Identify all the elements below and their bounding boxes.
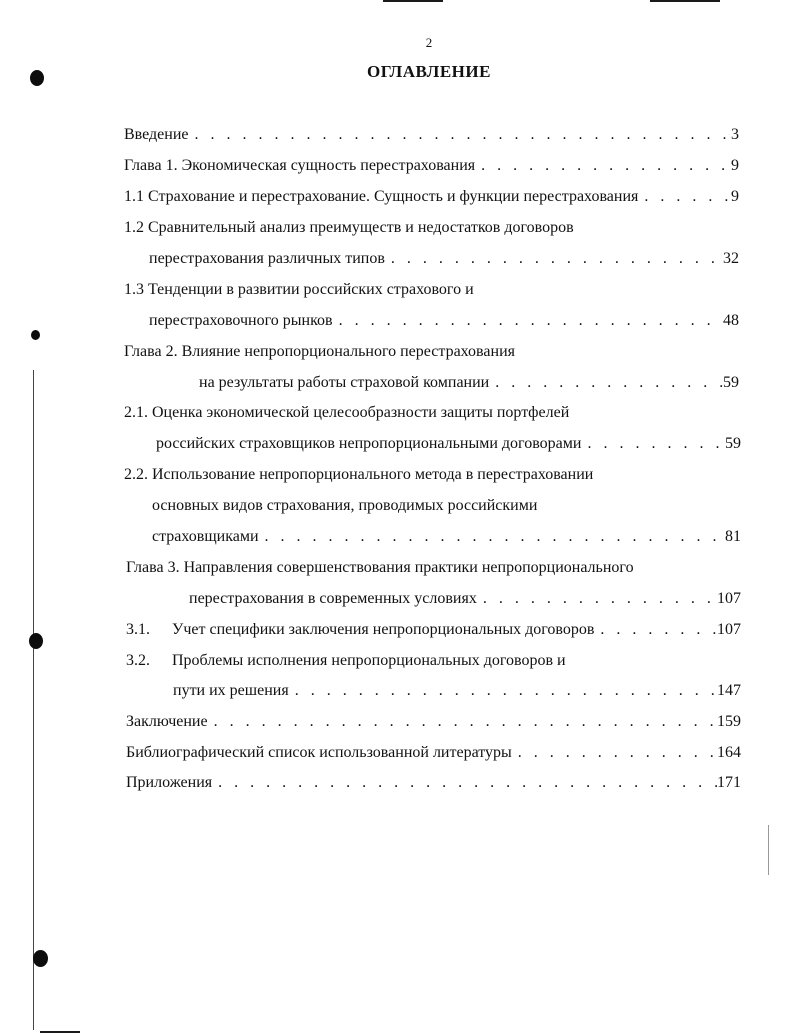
toc-entry-text: пути их решения [173,682,289,699]
toc-leader-dots [208,711,717,733]
toc-page-number: 3 [731,126,739,143]
toc-leader-dots [512,742,717,764]
toc-entry-text: Введение [124,126,189,143]
toc-leader-dots [212,772,717,794]
toc-entry-section-2-1[interactable] [156,433,741,455]
toc-section-number: 3.1. [126,621,150,638]
toc-leader-dots [594,619,717,641]
hole-punch-mark [29,633,43,649]
toc-entry-text: Приложения [126,774,213,791]
toc-page-number: 9 [731,188,739,205]
toc-entry-section-3-1[interactable] [126,619,741,641]
toc-entry-chapter-3[interactable] [189,588,741,610]
toc-entry-text: Глава 1. Экономическая сущность перестрахования [124,157,476,174]
toc-page-number: 159 [717,713,741,730]
toc-page-number: 59 [723,374,739,391]
toc-entry-section-1-3[interactable] [149,310,739,332]
toc-page-number: 48 [723,312,739,329]
toc-section-number: 3.2. [126,652,150,669]
toc-page-number: 147 [717,682,741,699]
toc-entry-section-2-2[interactable] [152,526,741,548]
toc-entry-text: на результаты работы страховой компании [199,374,490,391]
toc-section-title: Проблемы исполнения непропорциональных договоров и [172,652,566,669]
toc-leader-dots [477,588,717,610]
toc-leader-dots [638,186,731,208]
toc-entry-section-1-3-line1[interactable]: 1.3 Тенденции в развитии российских страхового и [124,281,474,298]
toc-leader-dots [489,372,723,394]
toc-entry-text: Библиографический список использованной литературы [126,744,512,761]
toc-page-number: 81 [725,528,741,545]
scan-left-edge-line [33,370,34,1030]
toc-entry-text: перестрахования различных типов [149,250,385,267]
toc-leader-dots [385,248,723,270]
scan-top-edge-mark [383,0,443,2]
toc-leader-dots [189,124,732,146]
toc-entry-text: страховщиками [152,528,259,545]
toc-entry-section-3-2-line1[interactable] [126,650,566,672]
toc-entry-text: перестраховочного рынков [149,312,333,329]
toc-page-number: 171 [717,774,741,791]
toc-entry-chapter-1[interactable] [124,155,739,177]
toc-entry-text: российских страховщиков непропорциональными договорами [156,435,582,452]
toc-leader-dots [581,433,725,455]
toc-entry-section-3-2[interactable] [173,680,741,702]
toc-leader-dots [475,155,731,177]
toc-entry-bibliography[interactable] [126,742,741,764]
toc-leader-dots [259,526,725,548]
toc-section-title: Учет специфики заключения непропорциональных договоров [172,621,595,638]
toc-page-number: 107 [717,590,741,607]
toc-entry-conclusion[interactable] [126,711,741,733]
toc-entry-section-2-1-line1[interactable]: 2.1. Оценка экономической целесообразности защиты портфелей [124,404,570,421]
scan-top-edge-mark [650,0,720,2]
toc-entry-appendices[interactable] [126,772,741,794]
toc-entry-section-1-1[interactable] [124,186,739,208]
scan-bottom-edge-mark [40,1031,80,1033]
toc-entry-chapter-2-line1[interactable]: Глава 2. Влияние непропорционального перестрахования [124,343,515,360]
toc-entry-section-2-2-line1[interactable]: 2.2. Использование непропорционального метода в перестраховании [124,466,594,483]
toc-page-number: 32 [723,250,739,267]
toc-entry-chapter-2[interactable] [199,372,739,394]
toc-leader-dots [333,310,723,332]
toc-entry-text [126,619,594,641]
page-number: 2 [425,35,433,50]
scan-right-edge-mark [768,825,769,875]
toc-entry-text: перестрахования в современных условиях [189,590,477,607]
toc-page-number: 9 [731,157,739,174]
toc-page-number: 164 [717,744,741,761]
hole-punch-mark [31,330,40,340]
toc-entry-text: Заключение [126,713,208,730]
toc-entry-chapter-3-line1[interactable]: Глава 3. Направления совершенствования практики непропорционального [126,559,634,576]
toc-page-number: 107 [717,621,741,638]
toc-entry-section-1-2-line1[interactable]: 1.2 Сравнительный анализ преимуществ и недостатков договоров [124,219,574,236]
toc-entry-intro[interactable] [124,124,739,146]
page-title: ОГЛАВЛЕНИЕ [367,62,491,81]
toc-leader-dots [289,680,717,702]
toc-entry-section-2-2-line2[interactable]: основных видов страхования, проводимых российскими [152,497,538,514]
toc-entry-text: 1.1 Страхование и перестрахование. Сущность и функции перестрахования [124,188,639,205]
toc-entry-section-1-2[interactable] [149,248,739,270]
toc-page-number: 59 [725,435,741,452]
hole-punch-mark [33,950,48,967]
